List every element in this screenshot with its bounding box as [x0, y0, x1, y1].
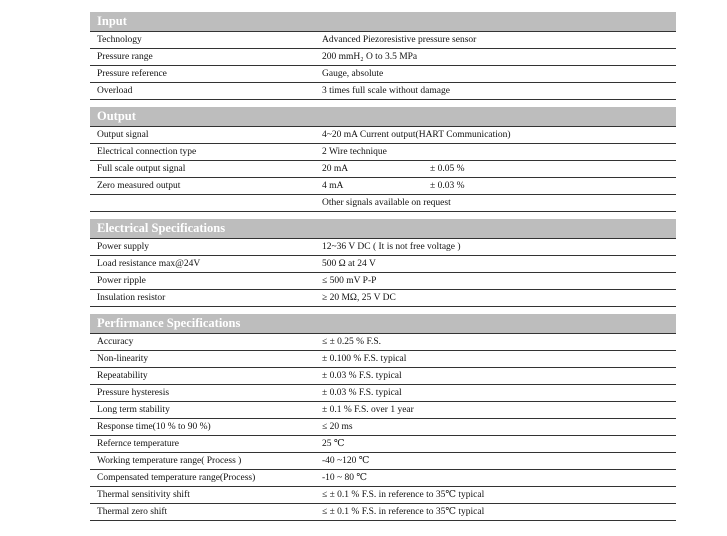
spec-row	[90, 436, 676, 453]
spec-row	[90, 239, 676, 256]
spec-value: Other signals available on request	[322, 198, 451, 208]
spec-row	[90, 144, 676, 161]
spec-row	[90, 368, 676, 385]
section-electrical	[90, 219, 676, 307]
spec-value: 2 Wire technique	[322, 147, 387, 157]
spec-value: ≤ 20 ms	[322, 422, 353, 432]
spec-label: Technology	[97, 35, 142, 45]
spec-row	[90, 273, 676, 290]
spec-label: Non-linearity	[97, 354, 149, 364]
spec-row	[90, 195, 676, 212]
section-title: Input	[90, 12, 676, 32]
spec-value: ≤ ± 0.1 % F.S. in reference to 35℃ typical	[322, 490, 485, 500]
spec-tolerance: ± 0.05 %	[430, 164, 465, 174]
spec-value: ± 0.03 % F.S. typical	[322, 388, 402, 398]
spec-value: 500 Ω at 24 V	[322, 259, 376, 269]
spec-label: Overload	[97, 86, 133, 96]
spec-label: Accuracy	[97, 337, 134, 347]
spec-value: ± 0.100 % F.S. typical	[322, 354, 407, 364]
spec-label: Zero measured output	[97, 181, 181, 191]
spec-label: Response time(10 % to 90 %)	[97, 422, 211, 432]
section-input	[90, 12, 676, 100]
spec-row	[90, 32, 676, 49]
section-title: Output	[90, 107, 676, 127]
spec-row	[90, 83, 676, 100]
spec-row	[90, 290, 676, 307]
spec-row	[90, 504, 676, 521]
spec-row	[90, 161, 676, 178]
spec-label: Compensated temperature range(Process)	[97, 473, 256, 483]
spec-row	[90, 334, 676, 351]
section-title: Perfirmance Specifications	[90, 314, 676, 334]
spec-label: Power ripple	[97, 276, 146, 286]
spec-row	[90, 419, 676, 436]
spec-value: 20 mA	[322, 164, 349, 174]
section-performance	[90, 314, 676, 521]
spec-label: Output signal	[97, 130, 149, 140]
spec-label: Pressure reference	[97, 69, 167, 79]
spec-row	[90, 470, 676, 487]
spec-row	[90, 487, 676, 504]
spec-row	[90, 127, 676, 144]
spec-value: 25 ℃	[322, 439, 345, 449]
spec-label: Full scale output signal	[97, 164, 186, 174]
spec-value: ≥ 20 MΩ, 25 V DC	[322, 293, 396, 303]
spec-value: ≤ ± 0.25 % F.S.	[322, 337, 382, 347]
section-title: Electrical Specifications	[90, 219, 676, 239]
spec-row	[90, 385, 676, 402]
spec-row	[90, 402, 676, 419]
spec-row	[90, 66, 676, 83]
spec-label: Pressure range	[97, 52, 153, 62]
spec-label: Thermal zero shift	[97, 507, 168, 517]
spec-value: 200 mmH₂ O to 3.5 MPa	[322, 52, 418, 62]
spec-value: ≤ ± 0.1 % F.S. in reference to 35℃ typical	[322, 507, 485, 517]
spec-label: Electrical connection type	[97, 147, 197, 157]
spec-sheet	[90, 12, 676, 528]
spec-row	[90, 256, 676, 273]
spec-label	[90, 195, 322, 211]
spec-value: 12~36 V DC ( It is not free voltage )	[322, 242, 461, 252]
spec-value: 3 times full scale without damage	[322, 86, 450, 96]
spec-row	[90, 453, 676, 470]
spec-label: Refernce temperature	[97, 439, 180, 449]
spec-row	[90, 178, 676, 195]
spec-row	[90, 351, 676, 368]
spec-value: 4~20 mA Current output(HART Communication)	[322, 130, 511, 140]
spec-label: Thermal sensitivity shift	[97, 490, 190, 500]
spec-label: Power supply	[97, 242, 149, 252]
spec-value: 4 mA	[322, 181, 344, 191]
spec-row	[90, 49, 676, 66]
spec-value: ≤ 500 mV P-P	[322, 276, 377, 286]
spec-label: Load resistance max@24V	[97, 259, 201, 269]
spec-value: Advanced Piezoresistive pressure sensor	[322, 35, 477, 45]
spec-value: -10 ~ 80 ℃	[322, 473, 368, 483]
spec-label: Long term stability	[97, 405, 170, 415]
spec-value: ± 0.1 % F.S. over 1 year	[322, 405, 414, 415]
spec-tolerance: ± 0.03 %	[430, 181, 465, 191]
spec-label: Repeatability	[97, 371, 148, 381]
spec-value: -40 ~120 ℃	[322, 456, 370, 466]
spec-value: Gauge, absolute	[322, 69, 384, 79]
spec-label: Insulation resistor	[97, 293, 166, 303]
section-output	[90, 107, 676, 212]
spec-value: ± 0.03 % F.S. typical	[322, 371, 402, 381]
spec-label: Working temperature range( Process )	[97, 456, 242, 466]
spec-label: Pressure hysteresis	[97, 388, 170, 398]
